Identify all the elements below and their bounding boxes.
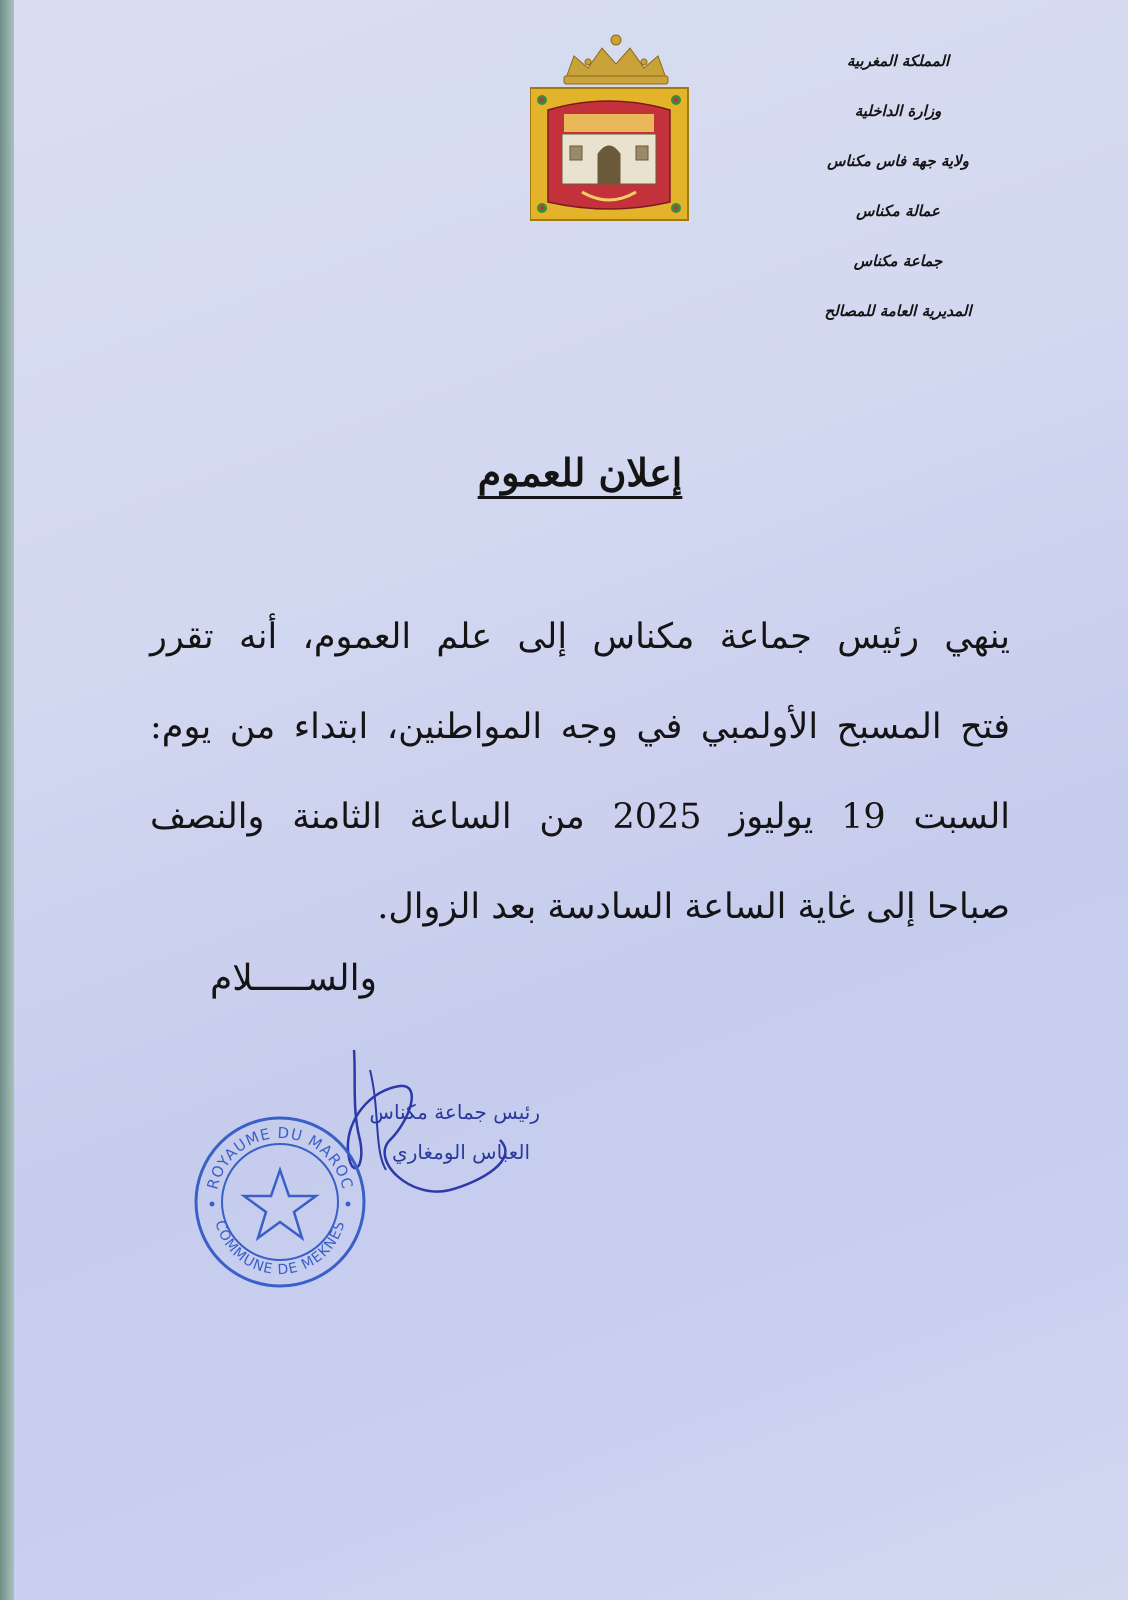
- signatory-name: العباس الومغاري: [392, 1140, 530, 1164]
- header-line-ministry: وزارة الداخلية: [854, 102, 942, 120]
- header-line-commune: جماعة مكناس: [853, 252, 943, 270]
- signatory-title: رئيس جماعة مكناس: [369, 1100, 540, 1124]
- header-line-wilaya: ولاية جهة فاس مكناس: [827, 152, 969, 170]
- official-seal-stamp-icon: [190, 1112, 370, 1292]
- svg-text:ROYAUME DU MAROC: ROYAUME DU MAROC: [203, 1123, 357, 1192]
- issuing-authority-header: [788, 52, 1008, 352]
- meknes-emblem-icon: [530, 30, 702, 226]
- body-line: ينهي رئيس جماعة مكناس إلى علم العموم، أنه تقرر: [150, 617, 1010, 657]
- body-line: فتح المسبح الأولمبي في وجه المواطنين، ابتداء من يوم:: [150, 707, 1010, 747]
- body-line: السبت 19 يوليوز 2025 من الساعة الثامنة والنصف: [150, 797, 1010, 837]
- announcement-title: إعلان للعموم: [477, 450, 683, 495]
- closing-salutation: والســـــلام: [210, 958, 377, 999]
- header-line-kingdom: المملكة المغربية: [846, 52, 950, 70]
- body-line: صباحا إلى غاية الساعة السادسة بعد الزوال.: [377, 887, 1010, 927]
- svg-text:COMMUNE DE MEKNES: COMMUNE DE MEKNES: [211, 1218, 349, 1279]
- photo-edge: [0, 0, 14, 1600]
- header-line-directorate: المديرية العامة للمصالح: [824, 302, 972, 320]
- announcement-body: [150, 592, 1010, 952]
- header-line-prefecture: عمالة مكناس: [856, 202, 940, 220]
